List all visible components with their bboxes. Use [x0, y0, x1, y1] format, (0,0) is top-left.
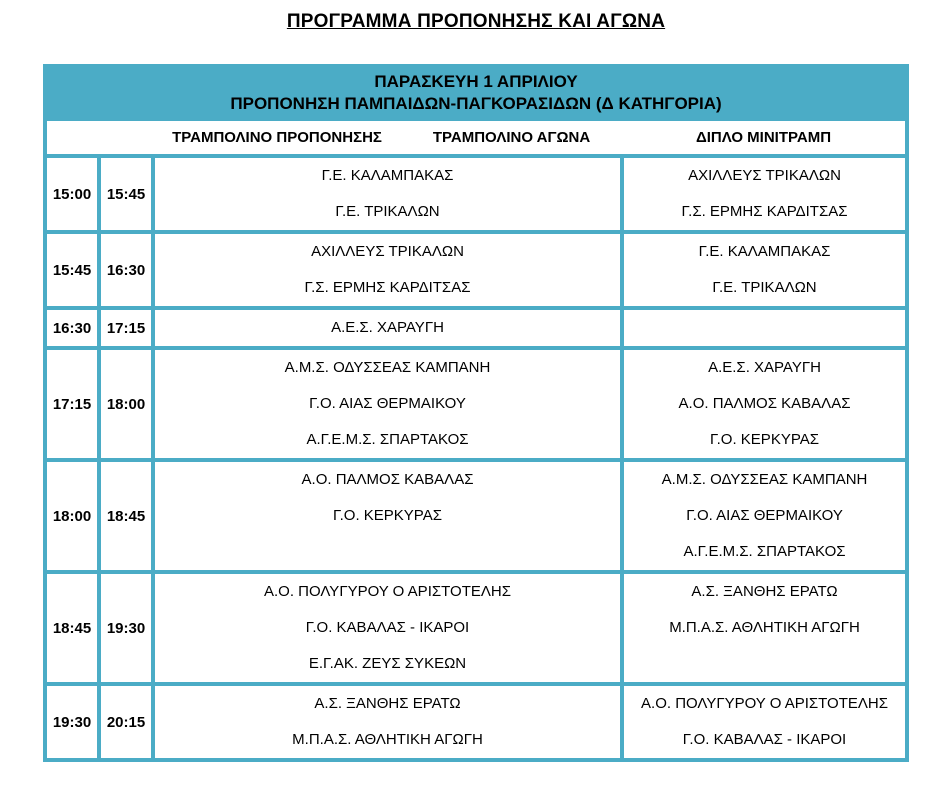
banner-subtitle: ΠΡΟΠΟΝΗΣΗ ΠΑΜΠΑΙΔΩΝ-ΠΑΓΚΟΡΑΣΙΔΩΝ (Δ ΚΑΤΗΓΟΡΙΑ) [230, 94, 722, 113]
schedule-row-3 [45, 308, 907, 348]
trampoline-cell [153, 684, 622, 760]
club-name: Γ.Ο. ΚΑΒΑΛΑΣ - ΙΚΑΡΟΙ [305, 619, 470, 636]
trampoline-cell [153, 460, 622, 572]
trampoline-cell [153, 572, 622, 684]
club-name: Α.Ο. ΠΟΛΥΓΥΡΟΥ Ο ΑΡΙΣΤΟΤΕΛΗΣ [641, 695, 888, 712]
time-end: 15:45 [99, 156, 153, 232]
club-name: Α.Γ.Ε.Μ.Σ. ΣΠΑΡΤΑΚΟΣ [306, 431, 469, 448]
time-start: 18:00 [45, 460, 99, 572]
club-name: Α.Ο. ΠΑΛΜΟΣ ΚΑΒΑΛΑΣ [678, 395, 851, 412]
time-end: 18:00 [99, 348, 153, 460]
minitramp-cell [622, 348, 907, 460]
time-end: 19:30 [99, 572, 153, 684]
time-end: 16:30 [99, 232, 153, 308]
club-name: Γ.Ο. ΚΕΡΚΥΡΑΣ [333, 507, 442, 524]
club-name: Γ.Ο. ΚΕΡΚΥΡΑΣ [710, 431, 819, 448]
minitramp-cell-empty [622, 308, 907, 348]
trampoline-cell [153, 308, 622, 348]
time-start: 15:45 [45, 232, 99, 308]
minitramp-cell [622, 232, 907, 308]
club-name: Γ.Σ. ΕΡΜΗΣ ΚΑΡΔΙΤΣΑΣ [304, 279, 471, 296]
schedule-row-1 [45, 156, 907, 232]
club-name: Γ.Ε. ΤΡΙΚΑΛΩΝ [712, 279, 817, 296]
time-start: 19:30 [45, 684, 99, 760]
time-end: 20:15 [99, 684, 153, 760]
column-header-trampoline-competition: ΤΡΑΜΠΟΛΙΝΟ ΑΓΩΝΑ [401, 119, 622, 156]
club-name: Α.Μ.Σ. ΟΔΥΣΣΕΑΣ ΚΑΜΠΑΝΗ [661, 471, 868, 488]
column-header-double-minitramp: ΔΙΠΛΟ ΜΙΝΙΤΡΑΜΠ [622, 119, 907, 156]
column-header-spacer [45, 119, 153, 156]
club-name: Α.Γ.Ε.Μ.Σ. ΣΠΑΡΤΑΚΟΣ [683, 543, 846, 560]
time-start: 17:15 [45, 348, 99, 460]
column-header-row [45, 119, 907, 156]
club-name: Ε.Γ.ΑΚ. ΖΕΥΣ ΣΥΚΕΩΝ [308, 655, 467, 672]
schedule-row-6 [45, 572, 907, 684]
banner-date: ΠΑΡΑΣΚΕΥΗ 1 ΑΠΡΙΛΙΟΥ [374, 72, 578, 91]
club-name: Α.Σ. ΞΑΝΘΗΣ ΕΡΑΤΩ [691, 583, 838, 600]
club-name: Α.Ε.Σ. ΧΑΡΑΥΓΗ [331, 319, 444, 336]
club-name: Μ.Π.Α.Σ. ΑΘΛΗΤΙΚΗ ΑΓΩΓΗ [292, 731, 483, 748]
trampoline-cell [153, 348, 622, 460]
club-name: Α.Ο. ΠΑΛΜΟΣ ΚΑΒΑΛΑΣ [301, 471, 474, 488]
club-name: Γ.Ε. ΚΑΛΑΜΠΑΚΑΣ [321, 167, 454, 184]
club-name: Γ.Ε. ΤΡΙΚΑΛΩΝ [335, 203, 440, 220]
club-name: Γ.Ο. ΑΙΑΣ ΘΕΡΜΑΙΚΟΥ [686, 507, 843, 524]
club-name: Α.Μ.Σ. ΟΔΥΣΣΕΑΣ ΚΑΜΠΑΝΗ [284, 359, 491, 376]
club-name: Α.Ε.Σ. ΧΑΡΑΥΓΗ [708, 359, 821, 376]
club-name: Α.Σ. ΞΑΝΘΗΣ ΕΡΑΤΩ [314, 695, 461, 712]
trampoline-cell [153, 156, 622, 232]
club-name: ΑΧΙΛΛΕΥΣ ΤΡΙΚΑΛΩΝ [311, 243, 464, 260]
schedule-table [43, 64, 905, 762]
banner-row [45, 66, 907, 119]
column-header-trampoline-training: ΤΡΑΜΠΟΛΙΝΟ ΠΡΟΠΟΝΗΣΗΣ [153, 119, 401, 156]
club-name: Γ.Ο. ΑΙΑΣ ΘΕΡΜΑΙΚΟΥ [309, 395, 466, 412]
club-name: Μ.Π.Α.Σ. ΑΘΛΗΤΙΚΗ ΑΓΩΓΗ [669, 619, 860, 636]
club-name: Α.Ο. ΠΟΛΥΓΥΡΟΥ Ο ΑΡΙΣΤΟΤΕΛΗΣ [264, 583, 511, 600]
schedule-row-7 [45, 684, 907, 760]
banner-cell [45, 66, 907, 119]
page-title: ΠΡΟΓΡΑΜΜΑ ΠΡΟΠΟΝΗΣΗΣ ΚΑΙ ΑΓΩΝΑ [286, 11, 666, 32]
club-name: Γ.Ο. ΚΑΒΑΛΑΣ - ΙΚΑΡΟΙ [682, 731, 847, 748]
time-start: 16:30 [45, 308, 99, 348]
minitramp-cell [622, 684, 907, 760]
schedule-grid [43, 64, 909, 762]
time-end: 18:45 [99, 460, 153, 572]
time-start: 18:45 [45, 572, 99, 684]
schedule-row-4 [45, 348, 907, 460]
schedule-row-2 [45, 232, 907, 308]
minitramp-cell [622, 460, 907, 572]
club-name: Γ.Σ. ΕΡΜΗΣ ΚΑΡΔΙΤΣΑΣ [681, 203, 848, 220]
minitramp-cell [622, 572, 907, 684]
minitramp-cell [622, 156, 907, 232]
time-end: 17:15 [99, 308, 153, 348]
club-name: Γ.Ε. ΚΑΛΑΜΠΑΚΑΣ [698, 243, 831, 260]
time-start: 15:00 [45, 156, 99, 232]
club-name: ΑΧΙΛΛΕΥΣ ΤΡΙΚΑΛΩΝ [688, 167, 841, 184]
trampoline-cell [153, 232, 622, 308]
schedule-row-5 [45, 460, 907, 572]
